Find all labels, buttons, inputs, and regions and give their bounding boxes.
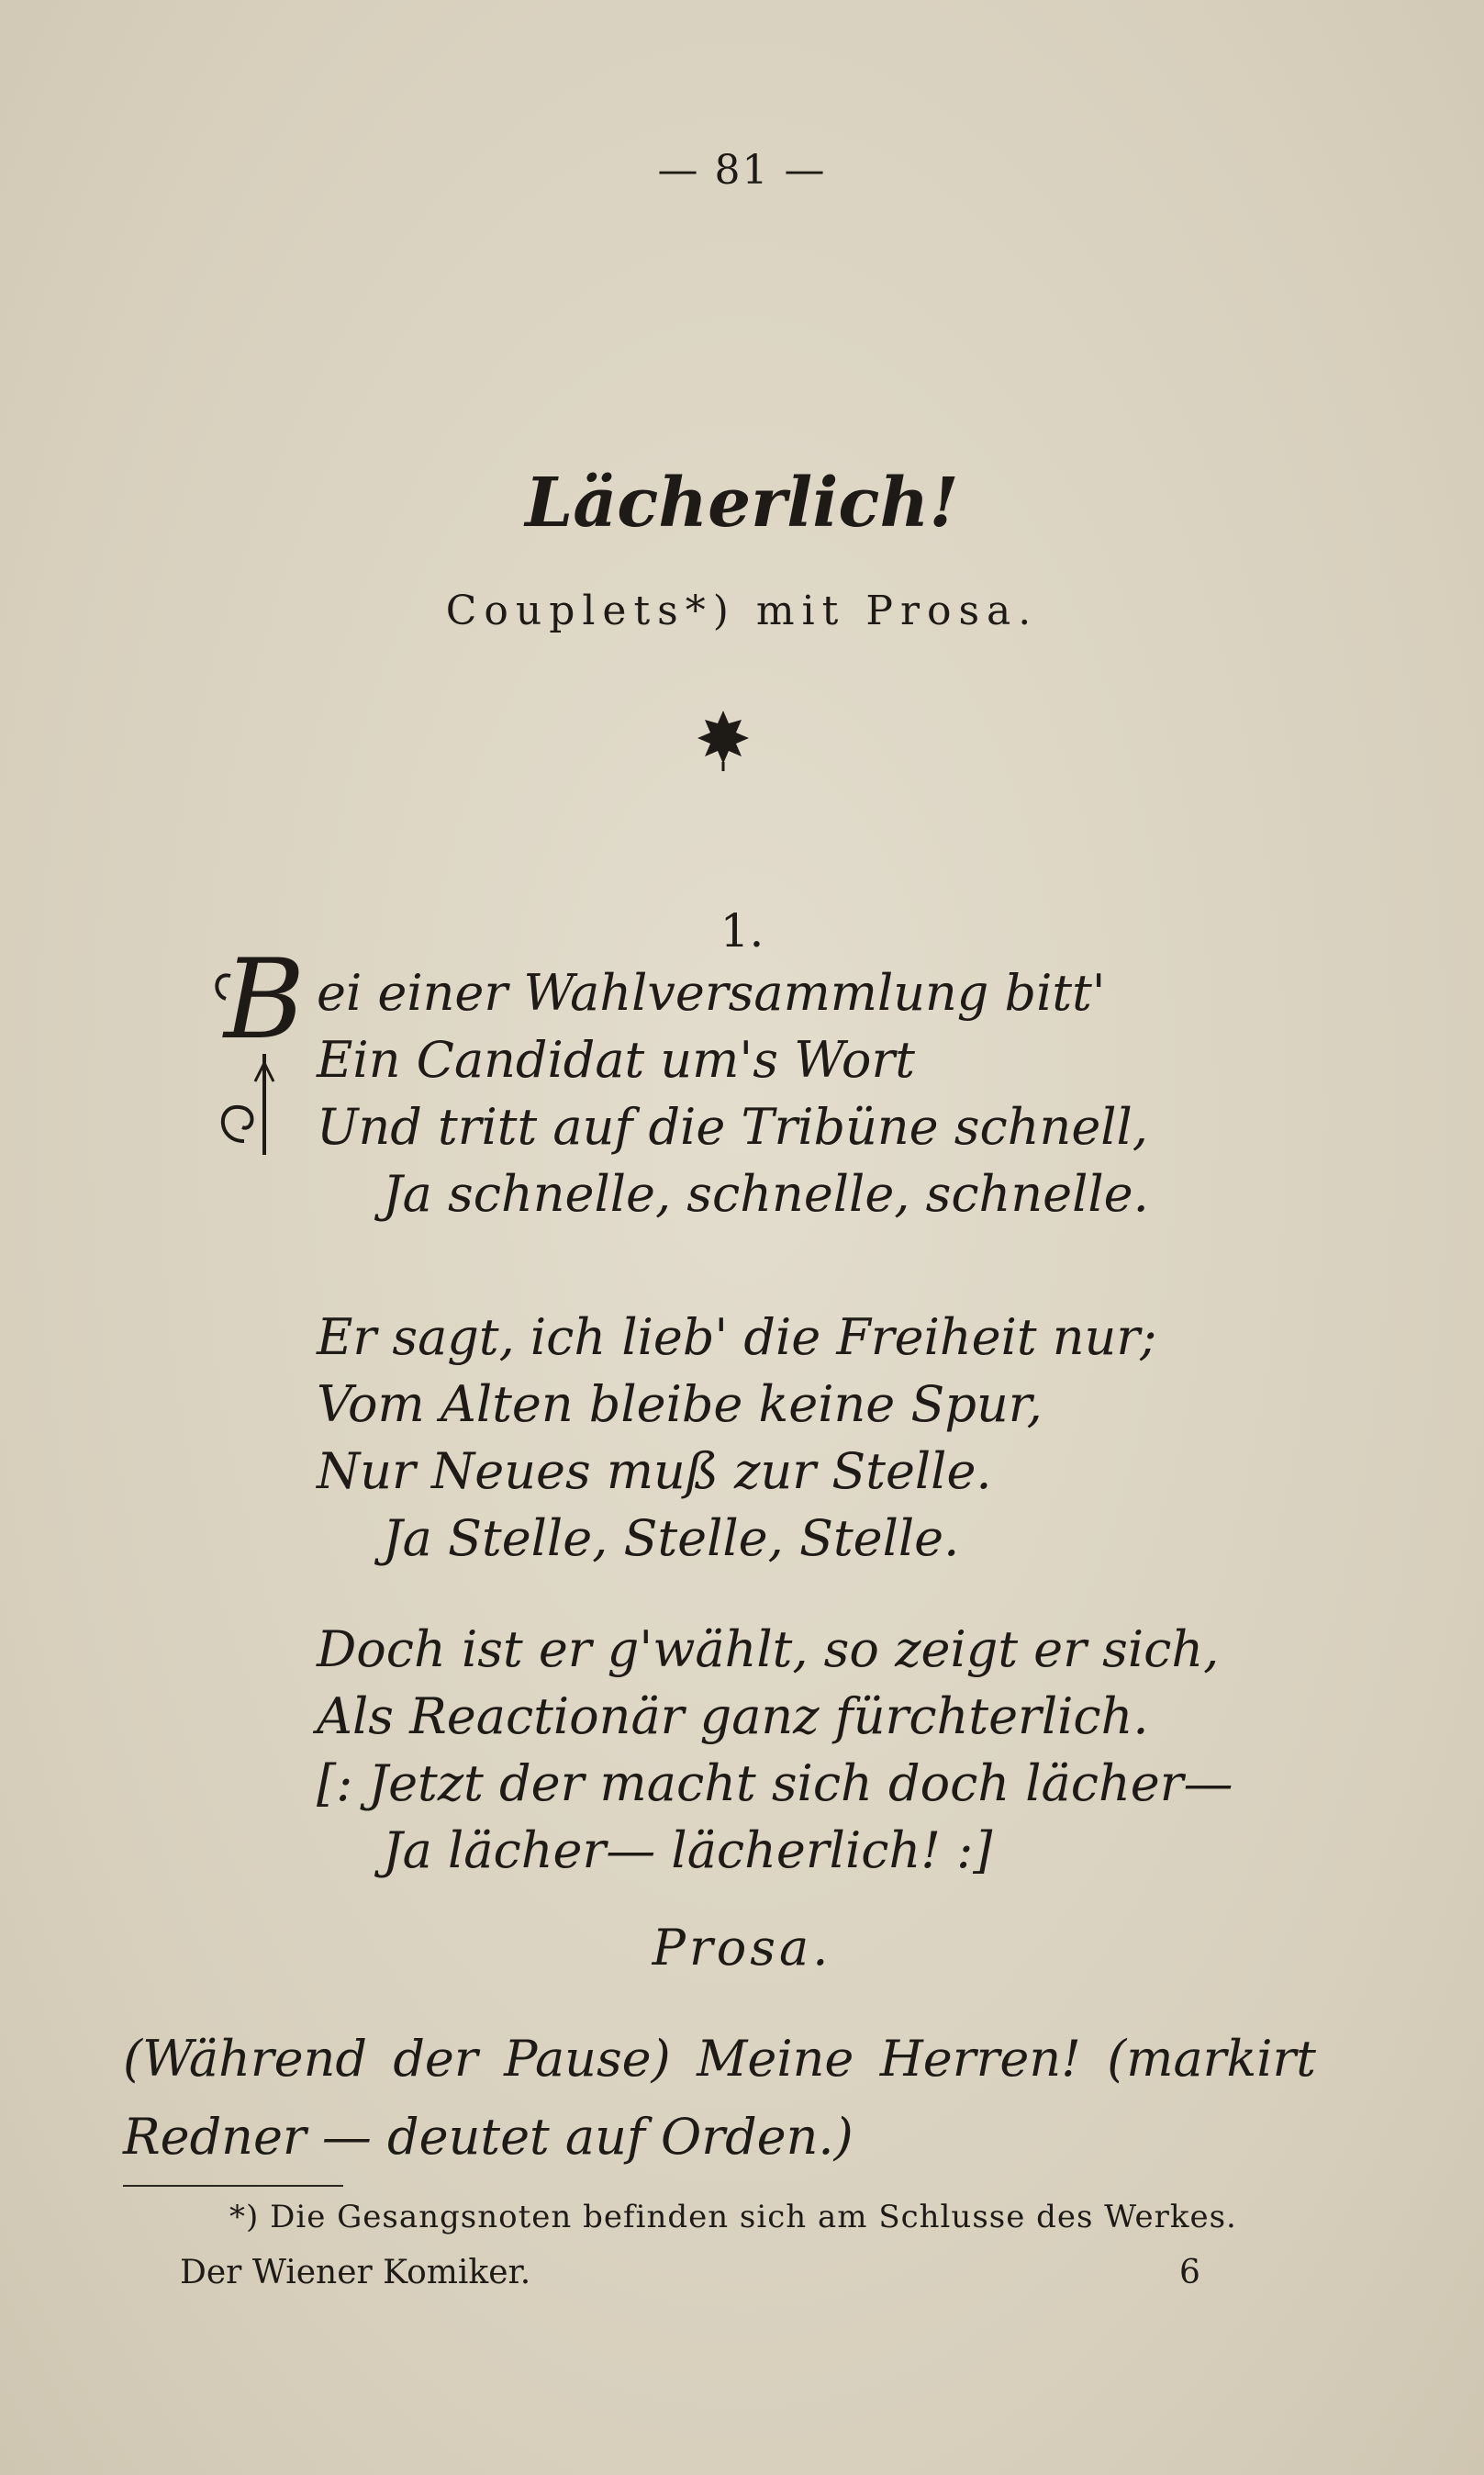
song-title: Lächerlich! [525,464,959,543]
page-number: — 81 — [657,147,827,194]
signature-line: Der Wiener Komiker. [180,2254,531,2291]
stanza-line: Nur Neues muß zur Stelle. [317,1442,992,1500]
footnote-divider [123,2185,343,2187]
stanza-line: ei einer Wahlversammlung bitt' [317,964,1106,1022]
sheet-number: 6 [1179,2254,1200,2291]
verse-number: 1. [720,904,764,958]
drop-cap-letter: B [224,936,306,1064]
leaf-ornament-icon [696,707,751,771]
stanza-1 [317,959,1149,1227]
stanza-line: Und tritt auf die Tribüne schnell, [317,1098,1148,1156]
stanza-line: Ja lächer— lächerlich! :] [383,1821,993,1879]
stanza-3 [317,1616,1233,1884]
stanza-line: Vom Alten bleibe keine Spur, [317,1375,1043,1433]
prosa-text: (Während der Pause) Meine Herren! (markirt Redner — deutet auf Orden.) [123,2030,1316,2166]
prosa-heading: Prosa. [652,1919,832,1977]
stanza-line: Als Reactionär ganz fürchterlich. [317,1687,1149,1745]
footnote: *) Die Gesangsnoten befinden sich am Schlusse des Werkes. [229,2199,1237,2235]
stanza-2 [317,1304,1156,1572]
stanza-line: Ja Stelle, Stelle, Stelle. [383,1509,960,1567]
stanza-line: Doch ist er g'wählt, so zeigt er sich, [317,1620,1220,1678]
stanza-line: Ein Candidat um's Wort [317,1031,915,1089]
stanza-line: Ja schnelle, schnelle, schnelle. [383,1165,1149,1223]
stanza-line: Er sagt, ich lieb' die Freiheit nur; [317,1308,1157,1366]
stanza-line: [: Jetzt der macht sich doch lächer— [317,1754,1233,1812]
song-subtitle: Couplets*) mit Prosa. [445,588,1039,634]
